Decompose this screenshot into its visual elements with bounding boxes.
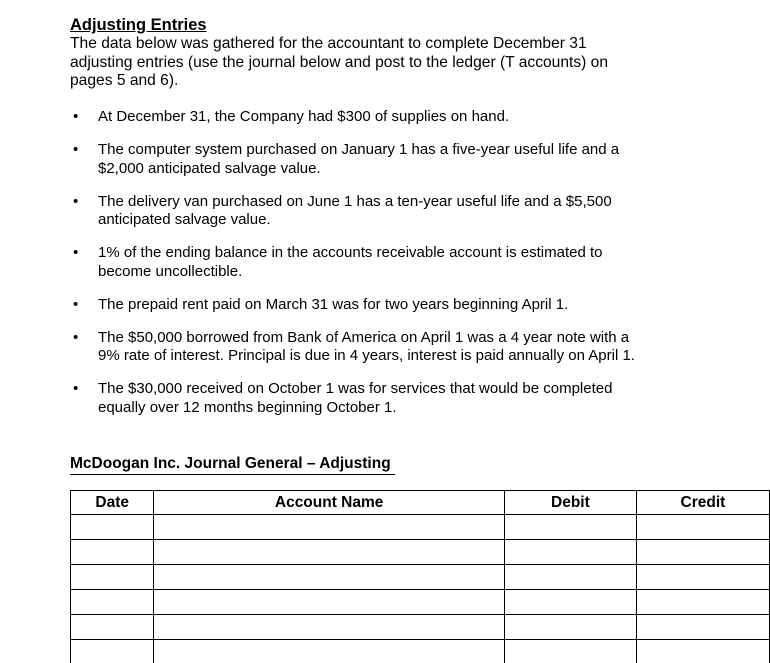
table-header-row — [71, 491, 770, 515]
debit-cell[interactable] — [504, 540, 636, 565]
list-item-text: The delivery van purchased on June 1 has a ten-year useful life and a $5,500 anticipated salvage value. — [98, 192, 612, 228]
journal-table — [70, 490, 770, 663]
column-header-account-name: Account Name — [154, 491, 505, 515]
bullet-icon: • — [73, 141, 79, 158]
credit-cell[interactable] — [636, 515, 769, 540]
bullet-icon: • — [73, 244, 79, 261]
table-row — [71, 640, 770, 663]
credit-cell[interactable] — [636, 615, 769, 640]
table-row — [71, 515, 770, 540]
bullet-icon: • — [73, 295, 79, 313]
adjustment-list — [0, 108, 770, 432]
journal-title: McDoogan Inc. Journal General – Adjusting — [70, 454, 395, 475]
column-header-debit: Debit — [504, 491, 636, 515]
table-row — [71, 565, 770, 590]
table-row — [71, 615, 770, 640]
account-name-cell[interactable] — [154, 565, 505, 590]
date-cell[interactable] — [71, 590, 154, 615]
account-name-cell[interactable] — [154, 615, 505, 640]
account-name-cell[interactable] — [154, 515, 505, 540]
account-name-cell[interactable] — [154, 640, 505, 663]
list-item-text: The $50,000 borrowed from Bank of America on April 1 was a 4 year note with a 9% rate of interest. Principal is due in 4 years, interest is paid annually on April 1. — [98, 328, 635, 364]
section-heading: Adjusting Entries — [70, 16, 207, 34]
list-item — [0, 141, 643, 178]
bullet-icon: • — [73, 192, 79, 210]
debit-cell[interactable] — [504, 515, 636, 540]
date-cell[interactable] — [71, 565, 154, 590]
bullet-icon: • — [73, 328, 79, 346]
intro-paragraph: The data below was gathered for the accountant to complete December 31 adjusting entries (use the journal below and post to the ledger (T accounts) on pages 5 and 6). — [70, 35, 609, 90]
column-header-date: Date — [71, 491, 154, 515]
debit-cell[interactable] — [504, 590, 636, 615]
date-cell[interactable] — [71, 515, 154, 540]
debit-cell[interactable] — [504, 565, 636, 590]
list-item-text: At December 31, the Company had $300 of supplies on hand. — [98, 108, 510, 125]
date-cell[interactable] — [71, 615, 154, 640]
list-item — [0, 108, 643, 127]
list-item-text: The prepaid rent paid on March 31 was for two years beginning April 1. — [98, 295, 569, 313]
column-header-credit: Credit — [636, 491, 769, 515]
debit-cell[interactable] — [504, 640, 636, 663]
account-name-cell[interactable] — [154, 540, 505, 565]
credit-cell[interactable] — [636, 640, 769, 663]
date-cell[interactable] — [71, 540, 154, 565]
list-item — [0, 193, 643, 230]
credit-cell[interactable] — [636, 565, 769, 590]
list-item-text: 1% of the ending balance in the accounts receivable account is estimated to become uncollectible. — [98, 244, 603, 280]
list-item — [0, 244, 643, 281]
list-item — [0, 296, 643, 315]
bullet-icon: • — [73, 380, 79, 397]
date-cell[interactable] — [71, 640, 154, 663]
credit-cell[interactable] — [636, 540, 769, 565]
table-row — [71, 540, 770, 565]
debit-cell[interactable] — [504, 615, 636, 640]
bullet-icon: • — [73, 108, 79, 125]
table-row — [71, 590, 770, 615]
list-item-text: The computer system purchased on January 1 has a five-year useful life and a $2,000 anticipated salvage value. — [98, 141, 620, 177]
list-item — [0, 380, 643, 417]
credit-cell[interactable] — [636, 590, 769, 615]
list-item — [0, 329, 643, 366]
account-name-cell[interactable] — [154, 590, 505, 615]
list-item-text: The $30,000 received on October 1 was for services that would be completed equally over 12 months beginning October 1. — [98, 380, 613, 416]
